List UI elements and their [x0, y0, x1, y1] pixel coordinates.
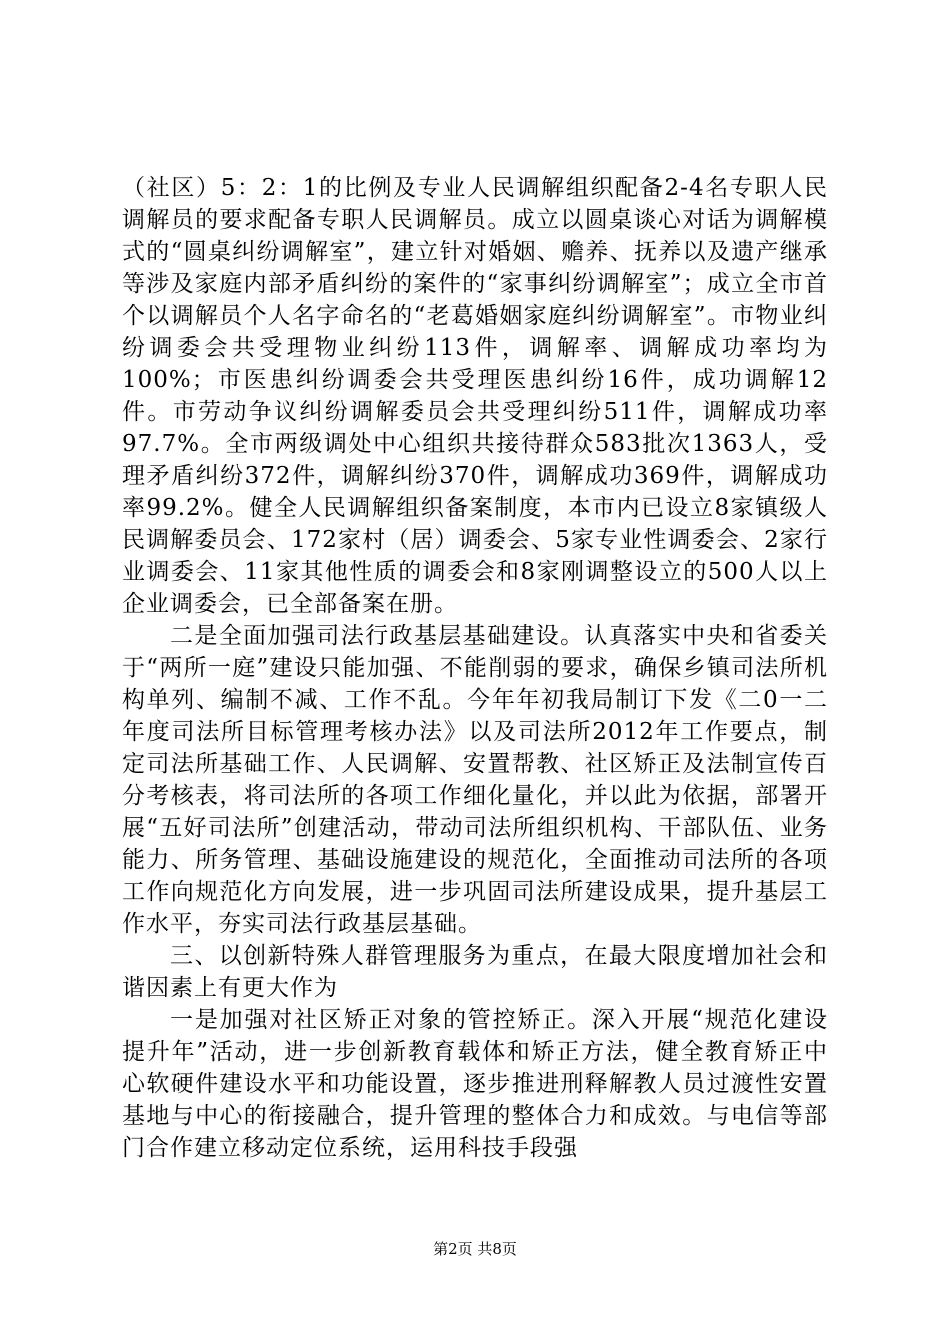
- document-body: [122, 172, 828, 1164]
- section-heading-3: 三、以创新特殊人群管理服务为重点，在最大限度增加社会和谐因素上有更大作为: [122, 943, 828, 1001]
- page-number-footer: 第2页 共8页: [433, 1240, 517, 1258]
- paragraph-4: 一是加强对社区矫正对象的管控矫正。深入开展“规范化建设提升年”活动，进一步创新教育载体和矫正方法，健全教育矫正中心软硬件建设水平和功能设置，逐步推进刑释解教人员过渡性安置基地与中心的衔接融合，提升管理的整体合力和成效。与电信等部门合作建立移动定位系统，运用科技手段强: [122, 1007, 828, 1161]
- paragraph-2: 二是全面加强司法行政基层基础建设。认真落实中央和省委关于“两所一庭”建设只能加强、不能削弱的要求，确保乡镇司法所机构单列、编制不减、工作不乱。今年年初我局制订下发《二0一二年度司法所目标管理考核办法》以及司法所2012年工作要点，制定司法所基础工作、人民调解、安置帮教、社区矫正及法制宣传百分考核表，将司法所的各项工作细化量化，并以此为依据，部署开展“五好司法所”创建活动，带动司法所组织机构、干部队伍、业务能力、所务管理、基础设施建设的规范化，全面推动司法所的各项工作向规范化方向发展，进一步巩固司法所建设成果，提升基层工作水平，夯实司法行政基层基础。: [122, 623, 828, 937]
- paragraph-1: （社区）5：2：1的比例及专业人民调解组织配备2-4名专职人民调解员的要求配备专职人民调解员。成立以圆桌谈心对话为调解模式的“圆桌纠纷调解室”，建立针对婚姻、赡养、抚养以及遗产继承等涉及家庭内部矛盾纠纷的案件的“家事纠纷调解室”；成立全市首个以调解员个人名字命名的“老葛婚姻家庭纠纷调解室”。市物业纠纷调委会共受理物业纠纷113件，调解率、调解成功率均为100%；市医患纠纷调委会共受理医患纠纷16件，成功调解12件。市劳动争议纠纷调解委员会共受理纠纷511件，调解成功率97.7%。全市两级调处中心组织共接待群众583批次1363人，受理矛盾纠纷372件，调解纠纷370件，调解成功369件，调解成功率99.2%。健全人民调解组织备案制度，本市内已设立8家镇级人民调解委员会、172家村（居）调委会、5家专业性调委会、2家行业调委会、11家其他性质的调委会和8家刚调整设立的500人以上企业调委会，已全部备案在册。: [122, 175, 828, 617]
